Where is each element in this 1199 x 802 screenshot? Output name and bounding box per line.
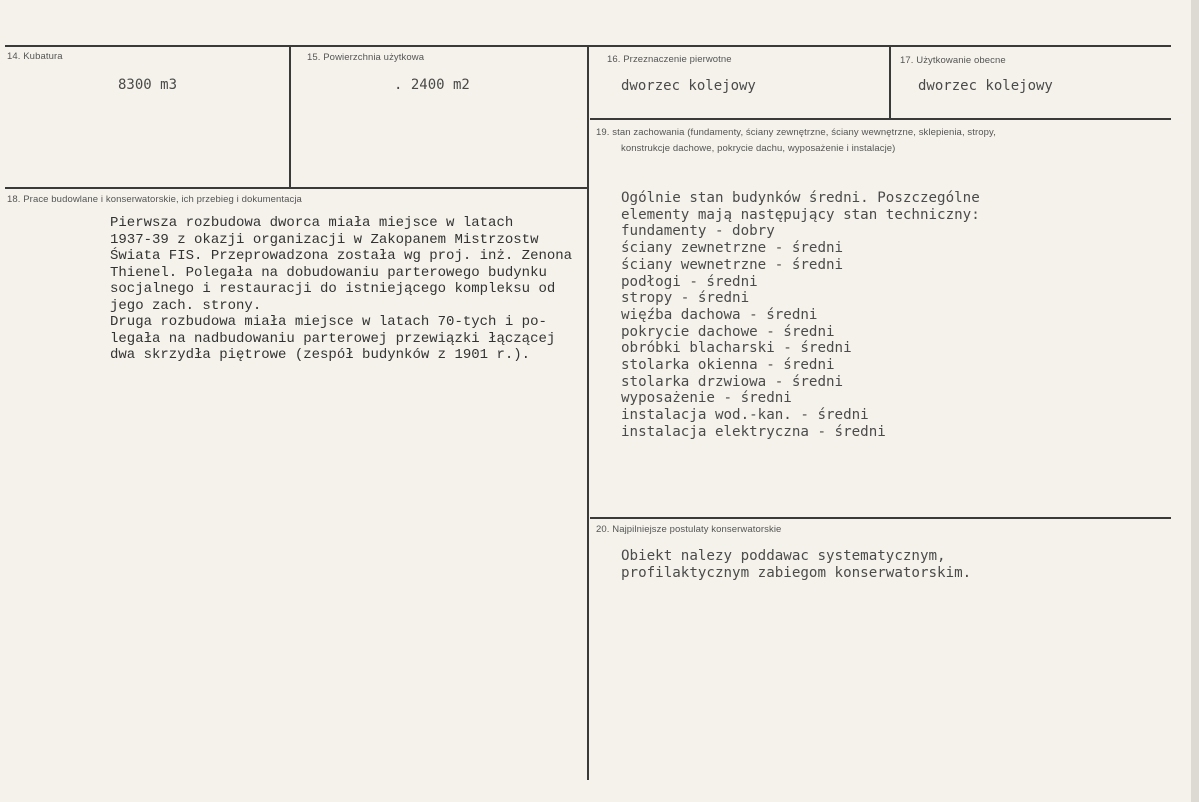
stan-line: stolarka okienna - średni (621, 357, 835, 374)
stan-line: instalacja elektryczna - średni (621, 423, 886, 440)
kubatura-label: 14. Kubatura (7, 51, 63, 62)
postulaty-text (621, 548, 971, 581)
stan-line: elementy mają następujący stan techniczny: (621, 206, 980, 223)
prace-line: dwa skrzydła piętrowe (zespół budynków z 1901 r.). (110, 347, 531, 363)
prace-line: Thienel. Polegała na dobudowaniu parterowego budynku (110, 264, 547, 281)
prace-label: 18. Prace budowlane i konserwatorskie, ich przebieg i dokumentacja (7, 194, 302, 205)
przeznaczenie-label: 16. Przeznaczenie pierwotne (607, 54, 732, 65)
prace-line: socjalnego i restauracji do istniejącego kompleksu od (110, 281, 556, 297)
stan-line: podłogi - średni (621, 273, 758, 290)
rule-row1-right (590, 118, 1171, 120)
stan-line: stropy - średni (621, 290, 750, 307)
stan-line: wyposażenie - średni (621, 390, 792, 407)
uzytkowanie-value: dworzec kolejowy (918, 78, 1053, 94)
przeznaczenie-value: dworzec kolejowy (621, 78, 756, 94)
page-edge (1191, 0, 1199, 802)
stan-zachowania-text (621, 190, 980, 441)
divider-14-15 (289, 45, 291, 187)
stan-line: stolarka drzwiowa - średni (621, 373, 844, 390)
uzytkowanie-label: 17. Użytkowanie obecne (900, 55, 1006, 66)
stan-line: ściany zewnetrzne - średni (621, 240, 844, 257)
prace-line: legała na nadbudowaniu parterowej przewiązki łączącej (110, 330, 556, 347)
postulaty-line: profilaktycznym zabiegom konserwatorskim. (621, 564, 972, 581)
rule-row1-left (5, 187, 587, 189)
prace-line: Pierwsza rozbudowa dworca miała miejsce w latach (110, 215, 514, 231)
prace-line: Świata FIS. Przeprowadzona została wg proj. inż. Zenona (110, 248, 573, 264)
divider-16-17 (889, 45, 891, 118)
powierzchnia-label: 15. Powierzchnia użytkowa (307, 52, 425, 63)
prace-line: 1937-39 z okazji organizacji w Zakopanem Mistrzostw (110, 231, 539, 248)
kubatura-value: 8300 m3 (118, 77, 178, 93)
stan-line: fundamenty - dobry (621, 223, 775, 240)
postulaty-line: Obiekt nalezy poddawac systematycznym, (621, 548, 946, 564)
stan-line: pokrycie dachowe - średni (621, 323, 835, 340)
powierzchnia-value: . 2400 m2 (394, 77, 470, 93)
divider-main (587, 45, 589, 780)
postulaty-label: 20. Najpilniejsze postulaty konserwatorskie (596, 524, 782, 535)
prace-line: jego zach. strony. (110, 297, 262, 314)
stan-line: obróbki blacharski - średni (621, 340, 852, 357)
stan-zachowania-label: 19. stan zachowania (fundamenty, ściany zewnętrzne, ściany wewnętrzne, sklepienia, stropy, (596, 127, 996, 138)
stan-line: instalacja wod.-kan. - średni (621, 407, 869, 424)
prace-line: Druga rozbudowa miała miejsce w latach 70-tych i po- (110, 314, 547, 330)
prace-text (110, 215, 572, 364)
rule-section20 (590, 517, 1171, 519)
stan-zachowania-label-cont: konstrukcje dachowe, pokrycie dachu, wyposażenie i instalacje) (621, 143, 896, 154)
stan-line: ściany wewnetrzne - średni (621, 256, 844, 273)
stan-line: więźba dachowa - średni (621, 306, 818, 323)
stan-line: Ogólnie stan budynków średni. Poszczególne (621, 190, 980, 206)
